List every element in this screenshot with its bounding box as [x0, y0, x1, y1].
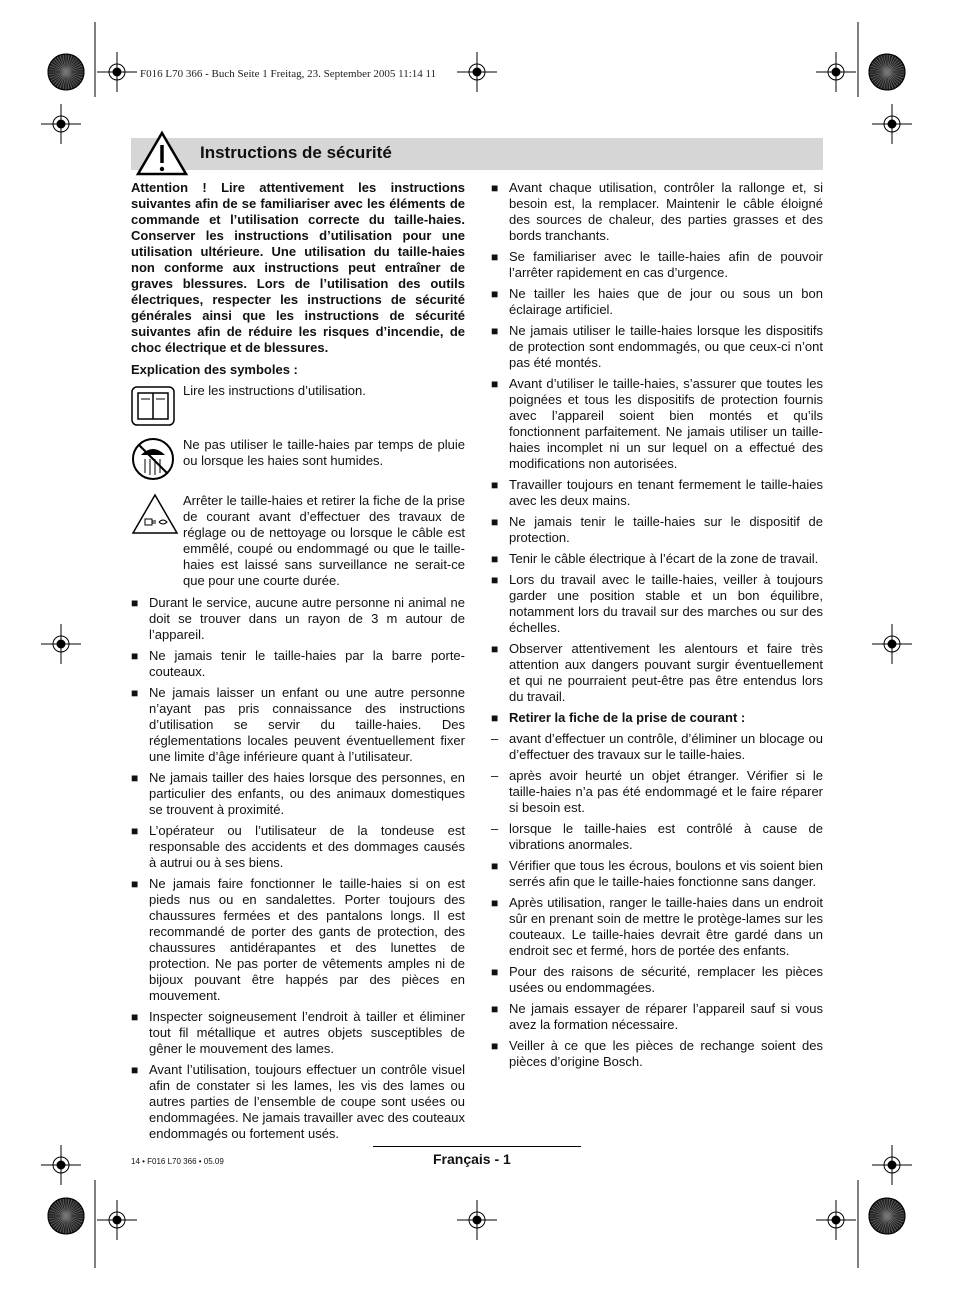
- rain-prohibited-icon: [131, 437, 175, 481]
- symbol-text: Ne pas utiliser le taille-haies par temps de pluie ou lorsque les haies sont humides.: [183, 437, 465, 468]
- left-bullet-list: [131, 595, 465, 1142]
- list-item: [131, 648, 465, 680]
- list-item: [491, 323, 823, 371]
- list-item: [491, 895, 823, 959]
- bullet-square-icon: ■: [491, 896, 499, 910]
- list-item: [131, 595, 465, 643]
- list-item-text: après avoir heurté un objet étranger. Vérifier si le taille-haies n’a pas été endommagé et le faire réparer si besoin est.: [509, 768, 823, 815]
- dash-marker: –: [491, 821, 499, 836]
- list-item-text: Tenir le câble électrique à l’écart de la zone de travail.: [509, 551, 819, 566]
- list-item-text: Veiller à ce que les pièces de rechange soient des pièces d’origine Bosch.: [509, 1038, 823, 1069]
- list-item: [491, 964, 823, 996]
- left-column: [131, 180, 465, 1147]
- dash-marker: –: [491, 731, 499, 746]
- list-item-text: avant d’effectuer un contrôle, d’éliminer un blocage ou d’effectuer des travaux sur le taille-haies.: [509, 731, 823, 762]
- symbol-row-unplug: [131, 493, 465, 589]
- list-item-text: Avant d’utiliser le taille-haies, s’assurer que toutes les poignées et tous les dispositifs de protection fournis avec l’appareil soient bien montés et qu’ils fonctionnent parfaitement. Ne jamais utiliser un taille-haies incomplet ni un sur lequel on a effectué des modifications non autorisées.: [509, 376, 823, 471]
- list-item-text: Après utilisation, ranger le taille-haies dans un endroit sûr en prenant soin de mettre le protège-lames sur les couteaux. Le taille-haies devrait être gardé dans un endroit sec et fermé, hors de portée des enfants.: [509, 895, 823, 958]
- list-item-text: Retirer la fiche de la prise de courant :: [509, 710, 746, 725]
- bullet-square-icon: ■: [491, 478, 499, 492]
- list-item: [491, 514, 823, 546]
- list-item-text: Ne jamais tenir le taille-haies par la barre porte-couteaux.: [149, 648, 465, 679]
- list-item: [491, 1038, 823, 1070]
- page-title: Instructions de sécurité: [200, 143, 392, 162]
- bullet-square-icon: ■: [131, 1063, 139, 1077]
- list-item-text: Se familiariser avec le taille-haies afin de pouvoir l’arrêter rapidement en cas d’urgence.: [509, 249, 823, 280]
- list-item: [491, 180, 823, 244]
- list-item: [131, 876, 465, 1004]
- list-item-text: lorsque le taille-haies est contrôlé à cause de vibrations anormales.: [509, 821, 823, 852]
- list-item-text: Vérifier que tous les écrous, boulons et vis soient bien serrés afin que le taille-haies fonctionne sans danger.: [509, 858, 823, 889]
- symbols-heading: Explication des symboles :: [131, 362, 298, 377]
- symbol-row-book: [131, 383, 465, 431]
- bullet-square-icon: ■: [491, 287, 499, 301]
- bullet-square-icon: ■: [491, 1002, 499, 1016]
- bullet-square-icon: ■: [131, 771, 139, 785]
- unplug-warning-icon: [131, 493, 179, 537]
- bullet-square-icon: ■: [491, 573, 499, 587]
- list-item-text: Ne jamais laisser un enfant ou une autre personne n’ayant pas pris connaissance des instructions d’utilisation se servir du taille-haies. Des réglementations locales peuvent éventuellement fixer une limite d’âge inférieure quant à l’utilisateur.: [149, 685, 465, 764]
- bullet-square-icon: ■: [491, 711, 499, 725]
- warning-triangle-icon: [136, 130, 188, 176]
- bullet-square-icon: ■: [491, 859, 499, 873]
- list-item: [491, 376, 823, 472]
- bullet-square-icon: ■: [491, 552, 499, 566]
- bullet-square-icon: ■: [491, 250, 499, 264]
- list-item: [131, 1062, 465, 1142]
- list-item: [131, 685, 465, 765]
- list-item-text: Lors du travail avec le taille-haies, veiller à toujours garder une position stable et un bon équilibre, notamment lors du travail sur des marches ou sur des échelles.: [509, 572, 823, 635]
- list-item: [491, 249, 823, 281]
- footer-page-label: Français - 1: [433, 1151, 511, 1167]
- bullet-square-icon: ■: [131, 1010, 139, 1024]
- list-item-text: Durant le service, aucune autre personne ni animal ne doit se trouver dans un rayon de 3 m autour de l’appareil.: [149, 595, 465, 642]
- list-item: [491, 641, 823, 705]
- list-item: [491, 821, 823, 853]
- list-item: [131, 770, 465, 818]
- list-item: [491, 710, 823, 726]
- bullet-square-icon: ■: [491, 965, 499, 979]
- list-item: [491, 1001, 823, 1033]
- list-item: [491, 768, 823, 816]
- list-item-text: Avant l’utilisation, toujours effectuer un contrôle visuel afin de constater si les lames, les vis des lames ou autres parties de l’ensemble de coupe sont usées ou endommagées. Ne jamais travailler avec des couteaux endommagés ou fortement usés.: [149, 1062, 465, 1141]
- list-item: [491, 551, 823, 567]
- bullet-square-icon: ■: [131, 686, 139, 700]
- intro-warning: Attention ! Lire attentivement les instructions suivantes afin de se familiariser avec les éléments de commande et l’utilisation correcte du taille-haies. Conserver les instructions d’utilisation pour une utilisation ultérieure. Une utilisation du taille-haies non conforme aux instructions peut entraîner de graves blessures. Lors de l’utilisation des outils électriques, respecter les instructions de sécurité générales ainsi que les instructions de sécurité suivantes afin de réduire les risques d’incendie, de choc électrique et de blessures.: [131, 180, 465, 355]
- list-item: [491, 477, 823, 509]
- print-header-info: F016 L70 366 - Buch Seite 1 Freitag, 23. September 2005 11:14 11: [140, 68, 437, 80]
- bullet-square-icon: ■: [491, 515, 499, 529]
- list-item-text: Ne jamais tailler des haies lorsque des personnes, en particulier des enfants, ou des animaux domestiques se trouvent à proximité.: [149, 770, 465, 817]
- bullet-square-icon: ■: [491, 181, 499, 195]
- list-item-text: Ne tailler les haies que de jour ou sous un bon éclairage artificiel.: [509, 286, 823, 317]
- footer-doc-code: 14 • F016 L70 366 • 05.09: [131, 1157, 224, 1166]
- list-item-text: Ne jamais utiliser le taille-haies lorsque les dispositifs de protection sont endommagés, ou que ceux-ci n’ont pas été montés.: [509, 323, 823, 370]
- list-item: [491, 286, 823, 318]
- symbol-row-rain: [131, 437, 465, 485]
- list-item-text: Travailler toujours en tenant fermement le taille-haies avec les deux mains.: [509, 477, 823, 508]
- bullet-square-icon: ■: [491, 642, 499, 656]
- book-icon: [131, 383, 175, 427]
- symbol-text: Lire les instructions d’utilisation.: [183, 383, 366, 398]
- bullet-square-icon: ■: [491, 324, 499, 338]
- right-column: [491, 180, 823, 1075]
- list-item-text: Ne jamais essayer de réparer l’appareil sauf si vous avez la formation nécessaire.: [509, 1001, 823, 1032]
- list-item: [131, 1009, 465, 1057]
- list-item-text: Inspecter soigneusement l’endroit à tailler et éliminer tout fil métallique et autres objets susceptibles de gêner le mouvement des lames.: [149, 1009, 465, 1056]
- bullet-square-icon: ■: [131, 649, 139, 663]
- list-item: [491, 731, 823, 763]
- list-item-text: Avant chaque utilisation, contrôler la rallonge et, si besoin est, la remplacer. Maintenir le câble éloigné des sources de chaleur, des parties grasses et des bords tranchants.: [509, 180, 823, 243]
- list-item: [131, 823, 465, 871]
- right-item-list: [491, 180, 823, 1070]
- bullet-square-icon: ■: [131, 877, 139, 891]
- list-item-text: Observer attentivement les alentours et faire très attention aux dangers pouvant surgir éventuellement et qui ne pourraient peut-être pas être entendus lors du travail.: [509, 641, 823, 704]
- list-item-text: Ne jamais faire fonctionner le taille-haies si on est pieds nus ou en sandalettes. Porter toujours des chaussures fermées et des pantalons longs. Il est recommandé de porter des gants de protection, des chaussures antidérapantes et des lunettes de protection. Ne pas porter de vêtements amples ni de bijoux pouvant être happés par des pièces en mouvement.: [149, 876, 465, 1003]
- list-item: [491, 858, 823, 890]
- bullet-square-icon: ■: [491, 377, 499, 391]
- footer-rule: [373, 1146, 581, 1147]
- list-item-text: Ne jamais tenir le taille-haies sur le dispositif de protection.: [509, 514, 823, 545]
- list-item: [491, 572, 823, 636]
- symbol-text: Arrêter le taille-haies et retirer la fiche de la prise de courant avant d’effectuer des travaux de réglage ou de nettoyage ou lorsque le câble est emmêlé, coupé ou endommagé ou que le taille-haies est laissé sans surveillance ne serait-ce que pour une courte durée.: [183, 493, 465, 588]
- dash-marker: –: [491, 768, 499, 783]
- bullet-square-icon: ■: [491, 1039, 499, 1053]
- list-item-text: L’opérateur ou l’utilisateur de la tondeuse est responsable des accidents et des dommages causés à autrui ou à ses biens.: [149, 823, 465, 870]
- list-item-text: Pour des raisons de sécurité, remplacer les pièces usées ou endommagées.: [509, 964, 823, 995]
- bullet-square-icon: ■: [131, 824, 139, 838]
- bullet-square-icon: ■: [131, 596, 139, 610]
